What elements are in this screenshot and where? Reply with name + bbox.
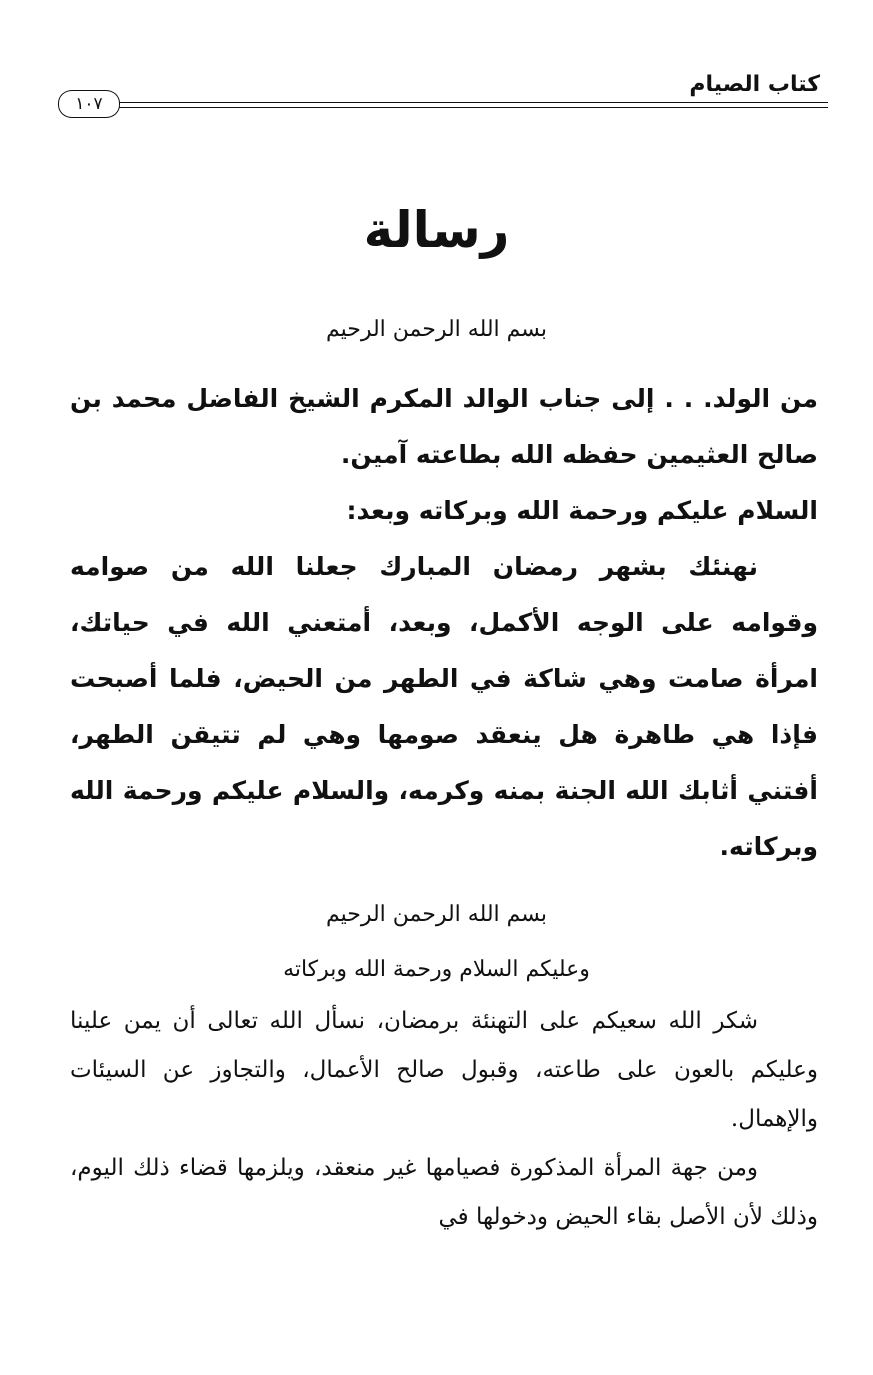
question-body: نهنئك بشهر رمضان المبارك جعلنا الله من صوامه وقوامه على الوجه الأكمل، وبعد، أمتعني الله في حياتك، امرأة صامت وهي شاكة في الطهر من الحيض، فلما أصبحت فإذا هي طاهرة هل ينعقد صومها وهي لم تتيقن الطهر، أفتني أثابك الله الجنة بمنه وكرمه، والسلام عليكم ورحمة الله وبركاته. [70,552,818,861]
book-title: كتاب الصيام [689,72,820,97]
answer-paragraph: ومن جهة المرأة المذكورة فصيامها غير منعقد، ويلزمها قضاء ذلك اليوم، وذلك لأن الأصل بقاء الحيض ودخولها في [70,1155,818,1230]
answer-greeting: وعليكم السلام ورحمة الله وبركاته [283,957,590,982]
question-address: من الولد. . . إلى جناب الوالد المكرم الشيخ الفاضل محمد بن صالح العثيمين حفظه الله بطاعته آمين. [70,384,818,469]
header-rule [116,102,828,108]
answer-paragraph: شكر الله سعيكم على التهنئة برمضان، نسأل الله تعالى أن يمن علينا وعليكم بالعون على طاعته، وقبول صالح الأعمال، والتجاوز عن السيئات والإهمال. [70,1008,818,1132]
page-number: ١٠٧ [58,90,120,118]
answer-basmala: بسم الله الرحمن الرحيم [325,902,548,927]
answer-text [70,997,818,1242]
section-title: رسالة [363,201,510,259]
question-greeting: السلام عليكم ورحمة الله وبركاته وبعد: [346,496,818,525]
question-letter [70,371,818,875]
running-header [58,70,828,118]
question-basmala: بسم الله الرحمن الرحيم [325,317,548,342]
